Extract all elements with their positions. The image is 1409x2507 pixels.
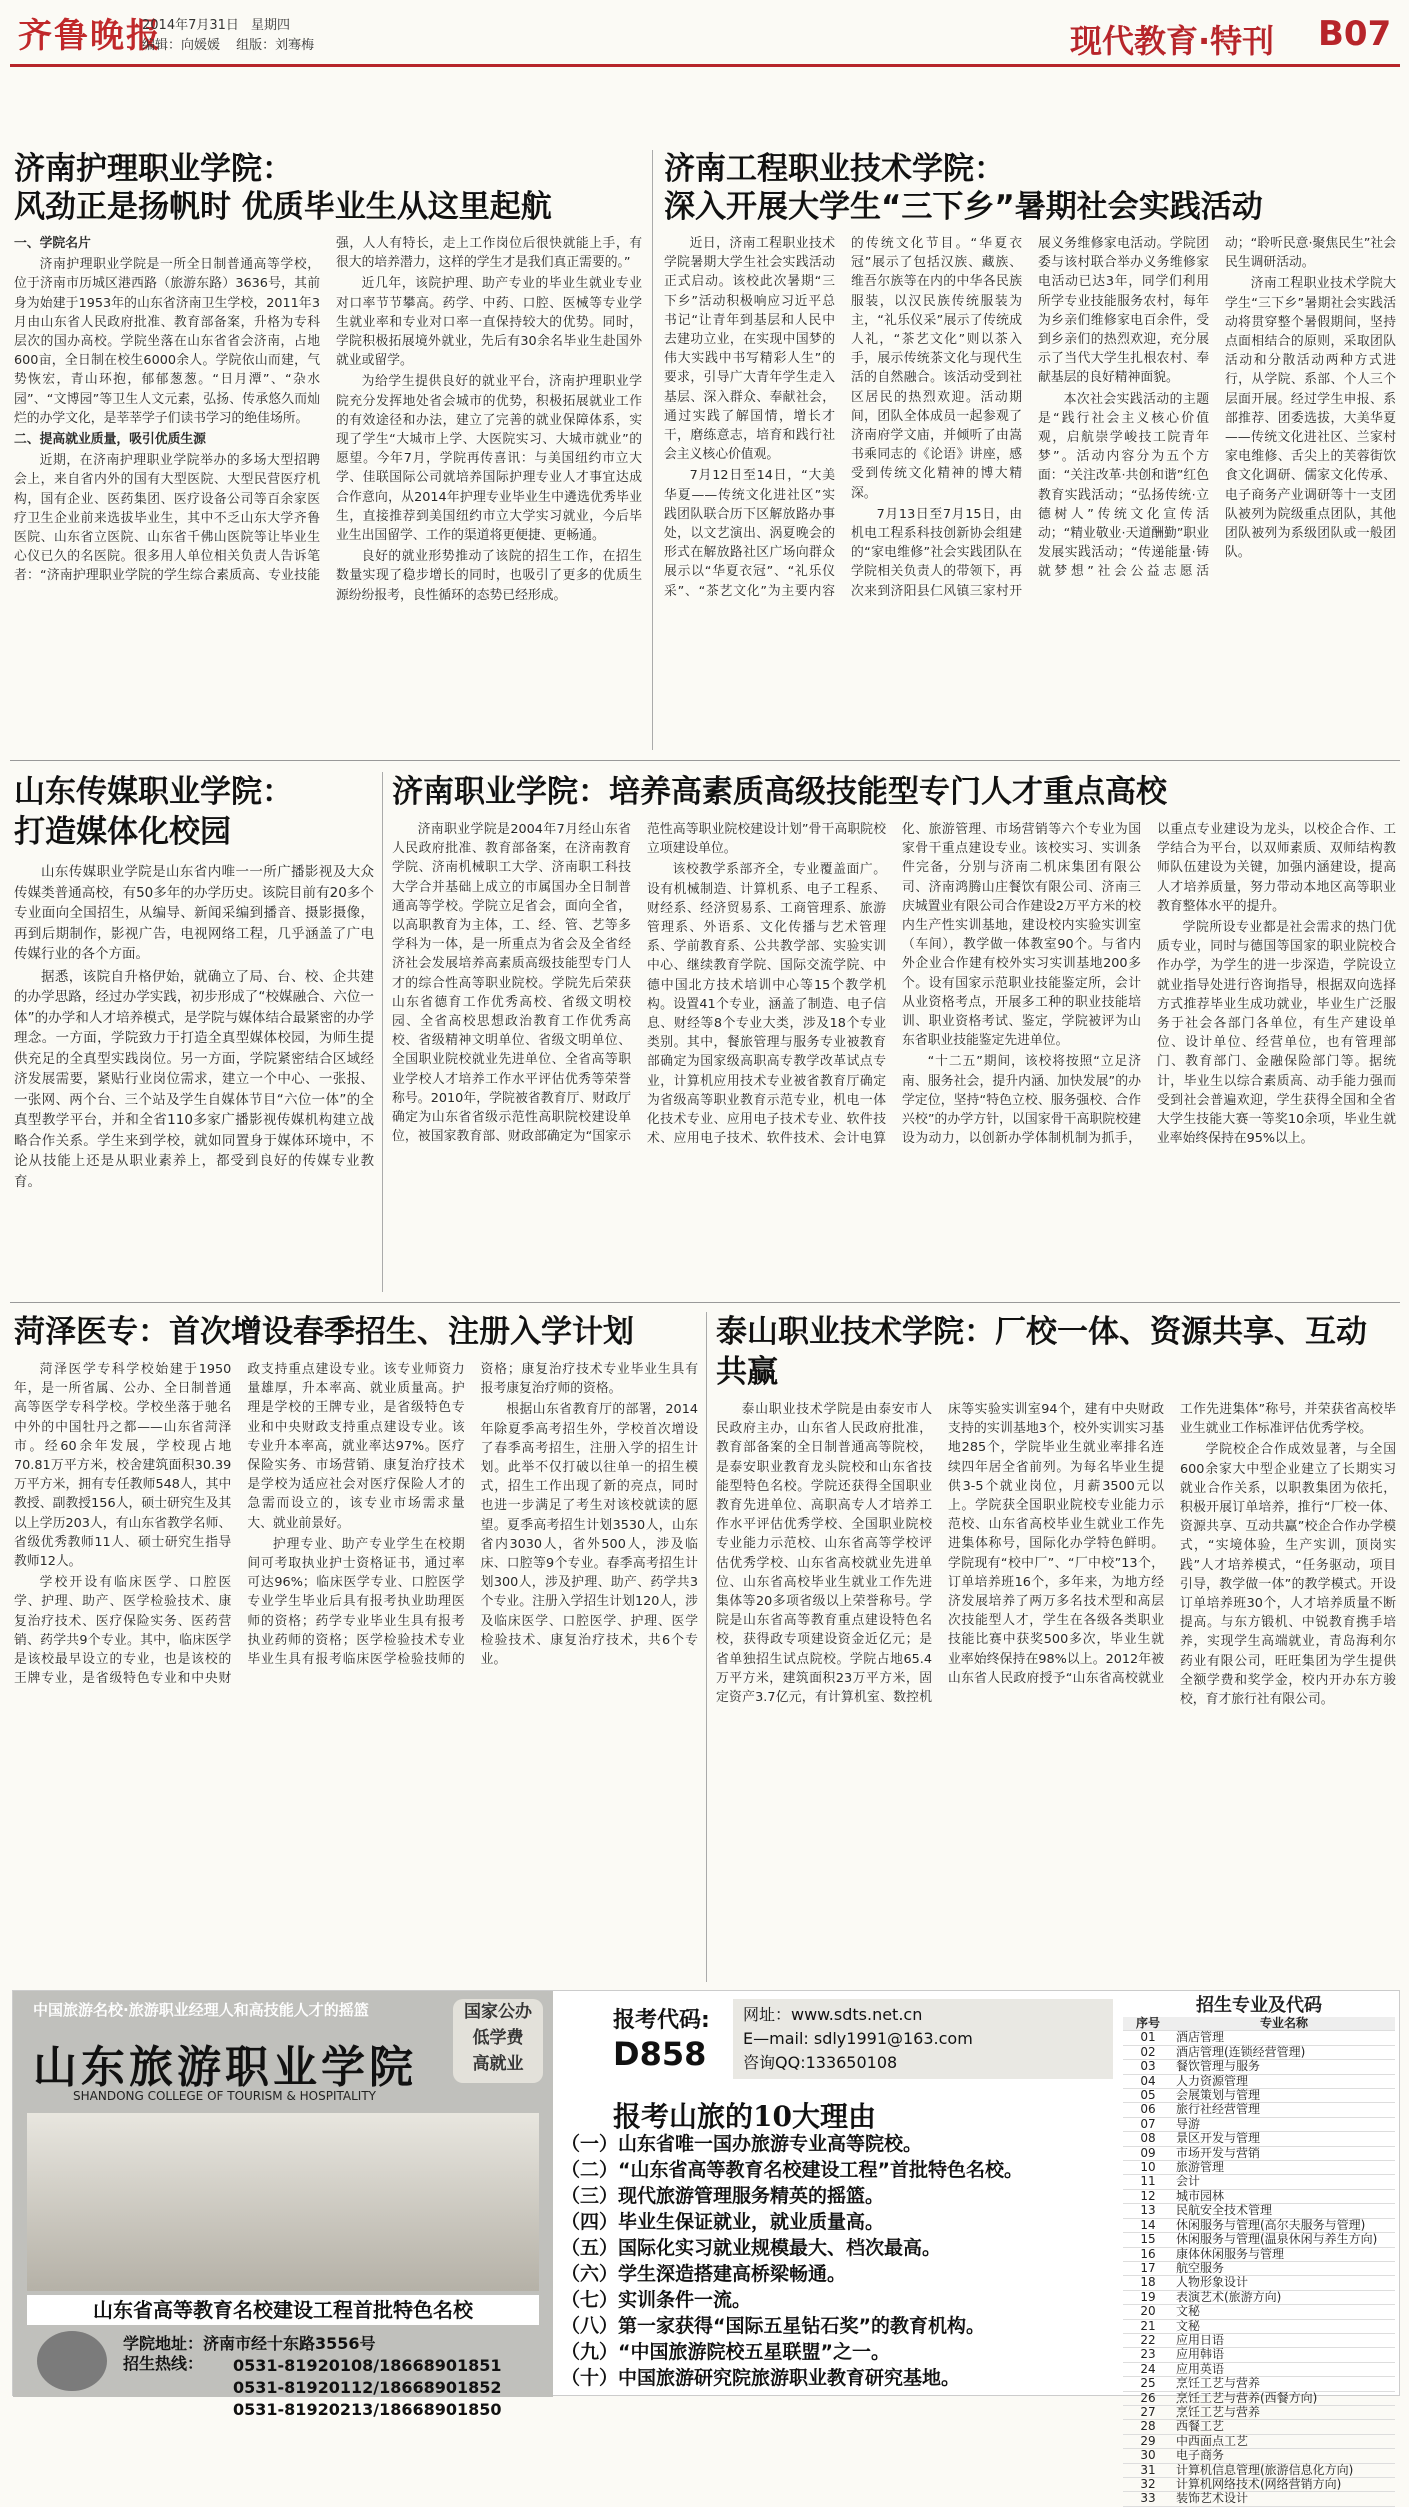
major-code: 01 <box>1123 2031 1173 2045</box>
table-row <box>1123 2405 1395 2419</box>
major-code: 11 <box>1123 2175 1173 2189</box>
major-name: 旅游管理 <box>1173 2161 1395 2175</box>
major-code: 23 <box>1123 2348 1173 2362</box>
article-heze-medical <box>14 1312 698 1982</box>
table-row <box>1123 2290 1395 2304</box>
major-name: 酒店管理 <box>1173 2031 1395 2045</box>
table-row <box>1123 2132 1395 2146</box>
major-name: 电子商务 <box>1173 2449 1395 2463</box>
table-row <box>1123 2074 1395 2088</box>
major-code: 04 <box>1123 2074 1173 2088</box>
paragraph: 根据山东省教育厅的部署，2014年除夏季高考招生外，学校首次增设了春季高考招生，注册入学的招生计划。此举不仅打破以往单一的招生模式，招生工作出现了新的亮点，同时也进一步满足了考生对该校就读的愿望。夏季高考招生计划3530人，山东省内3030人，省外500人，涉及临床、口腔等9个专业。春季高考招生计划300人，涉及护理、助产、药学共3个专业。注册入学招生计划120人，涉及临床医学、口腔医学、护理、医学检验技术、康复治疗技术，共6个专业。 <box>480 1402 698 1668</box>
major-code: 26 <box>1123 2391 1173 2405</box>
article-title: 菏泽医专：首次增设春季招生、注册入学计划 <box>14 1314 634 1350</box>
major-name: 休闲服务与管理(高尔夫服务与管理) <box>1173 2218 1395 2232</box>
table-row <box>1123 2233 1395 2247</box>
paragraph: 二、提高就业质量，吸引优质生源 <box>14 432 206 448</box>
major-code: 07 <box>1123 2117 1173 2131</box>
major-name: 文秘 <box>1173 2305 1395 2319</box>
table-row <box>1123 2377 1395 2391</box>
article-body <box>392 820 1396 1282</box>
major-name: 西餐工艺 <box>1173 2420 1395 2434</box>
paragraph: “十二五”期间，该校将按照“立足济南、服务社会，提升内涵、加快发展”的办学定位，坚持“特色立校、服务强校、合作兴校”的办学方针，以国家骨干高职院校建设为动力，以创新办学体制机制为抓手，以重点专业建设为龙头，以校企合作、工学结合为平台，以双师素质、双师结构教师队伍建设为关键，加强内涵建设，提高人才培养质量，努力带动本地区高等职业教育整体水平的提升。 <box>902 822 1396 1147</box>
major-name: 城市园林 <box>1173 2189 1395 2203</box>
table-row <box>1123 2175 1395 2189</box>
article-body <box>14 862 374 1282</box>
article-jinan-engineering <box>664 150 1396 750</box>
table-row <box>1123 2247 1395 2261</box>
major-code: 33 <box>1123 2492 1173 2506</box>
major-name: 酒店管理(连锁经营管理) <box>1173 2045 1395 2059</box>
paragraph: 泰山职业技术学院是由泰安市人民政府主办，山东省人民政府批准，教育部备案的全日制普通高等院校，是泰安职业教育龙头院校和山东省技能型特色名校。学院还获得全国职业教育先进单位、高职高专人才培养工作水平评估优秀学校、全国职业院校专业能力示范校、山东省高等学校评估优秀学校、山东省高校就业先进单位、山东省高校毕业生就业工作先进集体等20多项省级以上荣誉称号。学院是山东省高等教育重点建设特色名校，获得政专项建设资金近亿元；是省单独招生试点院校。学院占地65.4万平方米，建筑面积23万平方米，固定资产3.7亿元，有计算机室、数控机床等实验实训室94个，建有中央财政支持的实训基地3个，校外实训实习基地285个，学院毕业生就业率排名连续四年居全省前列。为每名毕业生提供3-5个就业岗位，月薪3500元以上。学院获全国职业院校专业能力示范校、山东省高校毕业生就业工作先进集体称号，国际化办学特色鲜明。学院现有“校中厂”、“厂中校”13个，订单培养班16个，多年来，为地方经济发展培养了两万多名技术型和高层次技能型人才，学生在各级各类职业技能比赛中获奖500多次，毕业生就业率始终保持在98%以上。2012年被山东省人民政府授予“山东省高校就业工作先进集体”称号，并荣获省高校毕业生就业工作标准评估优秀学校。 <box>716 1402 1396 1706</box>
major-name: 计算机网络技术(网络营销方向) <box>1173 2478 1395 2492</box>
ad-school-name-en: SHANDONG COLLEGE OF TOURISM & HOSPITALITY <box>73 2089 376 2103</box>
major-code: 13 <box>1123 2204 1173 2218</box>
ad-photo-placeholder <box>27 2113 539 2291</box>
major-name: 文秘 <box>1173 2319 1395 2333</box>
ad-hotline-label: 招生热线： <box>123 2354 204 2373</box>
major-code: 25 <box>1123 2377 1173 2391</box>
hotline-1: 0531-81920108/18668901851 <box>233 2356 502 2375</box>
table-row <box>1123 2146 1395 2160</box>
reason-item: （八）第一家获得“国际五星钻石奖”的教育机构。 <box>561 2315 985 2337</box>
issue-date <box>142 14 290 33</box>
major-code: 30 <box>1123 2449 1173 2463</box>
ad-majors <box>1123 1995 1395 2506</box>
major-code: 21 <box>1123 2319 1173 2333</box>
ad-address: 学院地址：济南市经十东路3556号 <box>123 2334 376 2353</box>
major-code: 14 <box>1123 2218 1173 2232</box>
article-title-line2: 风劲正是扬帆时 优质毕业生从这里起航 <box>14 189 552 225</box>
paragraph: 济南职业学院是2004年7月经山东省人民政府批准、教育部备案，在济南教育学院、济南机械职工大学、济南职工科技大学合并基础上成立的市属国办全日制普通高等学校。学院立足省会，面向全省，以高职教育为主体，工、经、管、艺等多学科为一体，是一所重点为省会及全省经济社会发展培养高素质高级技能型专门人才的综合性高等职业院校。学院先后荣获山东省德育工作优秀高校、省级文明校园、全省高校思想政治教育工作优秀高校、省级精神文明单位、省级文明单位、全国职业院校就业先进单位、全省高等职业学校人才培养工作水平评估优秀等荣誉称号。2010年，学院被省教育厅、财政厅确定为山东省省级示范性高职院校建设单位，被国家教育部、财政部确定为“国家示范性高等职业院校建设计划”骨干高职院校立项建设单位。 <box>392 822 886 1145</box>
hotline-2: 0531-81920112/18668901852 <box>233 2378 502 2397</box>
major-code: 08 <box>1123 2132 1173 2146</box>
major-code: 10 <box>1123 2161 1173 2175</box>
major-name: 中西面点工艺 <box>1173 2434 1395 2448</box>
major-code: 02 <box>1123 2045 1173 2059</box>
table-row <box>1123 2478 1395 2492</box>
editor-text: 编辑：向媛媛 <box>142 38 221 53</box>
table-row <box>1123 2060 1395 2074</box>
layout-text: 组版：刘骞梅 <box>236 38 315 53</box>
article-body <box>14 1360 698 1970</box>
table-row <box>1123 2492 1395 2506</box>
date-text: 2014年7月31日 <box>142 18 239 33</box>
paragraph: 7月12日至14日，“大美华夏——传统文化进社区”实践团队联合历下区解放路办事处，以文艺演出、涡夏晚会的形式在解放路社区广场向群众展示以“华夏衣冠”、“礼乐仪采”、“茶艺文化”为主要内容的传统文化节目。“华夏衣冠”展示了包括汉族、藏族、维吾尔族等在内的中华各民族服装，以汉民族传统服装为主，“礼乐仪采”展示了传统成人礼，“茶艺文化”则以茶入手，展示传统茶文化与现代生活的自然融合。该活动受到社区居民的热烈欢迎。活动期间，团队全体成员一起参观了济南府学文庙，并倾听了由嵩书乘同志的《论语》讲座，感受到传统文化精神的博大精深。 <box>664 236 1022 599</box>
paragraph: 近期，在济南护理职业学院举办的多场大型招聘会上，来自省内外的国有大型医院、大型民营医疗机构，国有企业、医药集团、医疗设备公司等百余家医疗卫生企业前来选拔毕业生，其中不乏山东大学齐鲁医院、山东省立医院、山东省千佛山医院等让毕业生心仪已久的名医院。很多用人单位相关负责人告诉笔者：“济南护理职业学院的学生综合素质高、专业技能强，人人有特长，走上工作岗位后很快就能上手，有很大的培养潜力，这样的学生才是我们真正需要的。” <box>14 236 642 584</box>
major-name: 装饰艺术设计 <box>1173 2492 1395 2506</box>
major-name: 烹饪工艺与营养 <box>1173 2377 1395 2391</box>
table-row <box>1123 2161 1395 2175</box>
weekday-text: 星期四 <box>251 18 291 33</box>
paragraph: 济南工程职业技术学院大学生“三下乡”暑期社会实践活动将贯穿整个暑假期间，坚持点面相结合的原则，采取团队活动和分散活动两种方式进行，从学院、系部、个人三个层面开展。经过学生申报、系部推荐、团委选拔，大美华夏——传统文化进社区、兰家村家电维修、舌尖上的芙蓉街饮食文化调研、儒家文化传承、电子商务产业调研等十一支团队被列为院级重点团队，其他团队被列为系级团队或一般团队。 <box>1225 276 1396 561</box>
ad-top-banner: 中国旅游名校·旅游职业经理人和高技能人才的摇篮 <box>33 2001 369 2019</box>
table-row <box>1123 2276 1395 2290</box>
newspaper-logo: 齐鲁晚报 <box>18 16 162 56</box>
table-row <box>1123 2189 1395 2203</box>
column-divider <box>382 772 383 1292</box>
reason-item: （十）中国旅游研究院旅游职业教育研究基地。 <box>561 2367 961 2389</box>
paragraph: 护理专业、助产专业学生在校期间可考取执业护士资格证书，通过率可达96%；临床医学专业、口腔医学专业学生毕业后具有报考执业助理医师的资格；药学专业毕业生具有报考执业药师的资格；医学检验技术专业毕业生具有报考临床医学检验技师的资格；康复治疗技术专业毕业生具有报考康复治疗师的资格。 <box>247 1362 698 1668</box>
table-row <box>1123 2420 1395 2434</box>
paragraph: 学院校企合作成效显著，与全国600余家大中型企业建立了长期实习就业合作关系，以职教集团为依托，积极开展订单培养，推行“厂校一体、资源共享、互动共赢”校企合作办学模式，“实境体验，生产实训，顶岗实践”人才培养模式，“任务驱动，项目引导，教学做一体”的教学模式。开设订单培养班30个，人才培养质量不断提高。与东方锻机、中锐教育携手培养，实现学生高端就业，青岛海利尔药业有限公司，旺旺集团为学生提供全额学费和奖学金，校内开办东方骏校，育才旅行社有限公司。 <box>1180 1442 1396 1708</box>
majors-table <box>1123 2017 1395 2507</box>
badge-line3: 高就业 <box>472 2054 524 2074</box>
article-title-line1: 济南工程职业技术学院： <box>664 151 1005 187</box>
paragraph: 菏泽医学专科学校始建于1950年，是一所省属、公办、全日制普通高等医学专科学校。学校坐落于驰名中外的中国牡丹之都——山东省菏泽市。经60余年发展，学校现占地70.81万平方米，校舍建筑面积30.39万平方米，拥有专任教师548人，其中教授、副教授156人，硕士研究生及其以上学历203人，有山东省教学名师、省级优秀教师11人、硕士研究生指导教师12人。 <box>14 1362 232 1570</box>
major-code: 32 <box>1123 2478 1173 2492</box>
major-code: 06 <box>1123 2103 1173 2117</box>
reason-item: （六）学生深造搭建高桥梁畅通。 <box>561 2263 847 2285</box>
paragraph: 据悉，该院自升格伊始，就确立了局、台、校、企共建的办学思路，经过办学实践，初步形成了“校媒融合、六位一体”的办学和人才培养模式，是学院与媒体结合最紧密的办学理念。一方面，学院致力于打造全真型媒体校园，为师生提供充足的全真型实践岗位。另一方面，学院紧密结合区域经济发展需要，紧贴行业岗位需求，建立一个中心、一张报、一张网、两个台、三个站及学生自媒体节目“六位一体”的全真型教学平台，并和全省110多家广播影视传媒机构建立战略合作关系。学生来到学校，就如同置身于媒体环境中，不论从技能上还是从职业素养上，都受到良好的传媒专业教育。 <box>14 968 374 1190</box>
ad-qq: 咨询QQ:133650108 <box>743 2053 898 2072</box>
table-row <box>1123 2103 1395 2117</box>
table-header-row <box>1123 2017 1395 2031</box>
major-name: 烹饪工艺与营养(西餐方向) <box>1173 2391 1395 2405</box>
article-title: 泰山职业技术学院：厂校一体、资源共享、互动共赢 <box>716 1314 1367 1390</box>
table-row <box>1123 2261 1395 2275</box>
paragraph: 本次社会实践活动的主题是“践行社会主义核心价值观，启航崇学峻技工院青年梦”。活动内容分为五个方面：“关注改革·共创和谐”红色教育实践活动；“弘扬传统·立德树人”传统文化宣传活动；“精业敬业·天道酬勤”职业发展实践活动；“传递能量·铸就梦想”社会公益志愿活动；“聆听民意·聚焦民生”社会民生调研活动。 <box>1038 236 1396 580</box>
major-code: 16 <box>1123 2247 1173 2261</box>
ad-code-label: 报考代码: <box>613 2008 710 2033</box>
paragraph: 为给学生提供良好的就业平台，济南护理职业学院充分发挥地处省会城市的优势，积极拓展就业工作的有效途径和办法，建立了完善的就业保障体系，实现了学生“大城市上学、大医院实习、大城市就业”的愿望。今年7月，学院再传喜讯：与美国纽约市立大学、佳联国际公司就培养国际护理专业人才事宜达成合作意向，从2014年护理专业毕业生中遴选优秀毕业生，直接推荐到美国纽约市立大学实习就业，今后毕业生出国留学、工作的渠道将更便捷、更畅通。 <box>336 374 642 544</box>
reason-item: （五）国际化实习就业规模最大、档次最高。 <box>561 2237 942 2259</box>
reason-item: （一）山东省唯一国办旅游专业高等院校。 <box>561 2133 923 2155</box>
ad-badge <box>453 1999 543 2083</box>
reason-item: （二）“山东省高等教育名校建设工程”首批特色名校。 <box>561 2159 1023 2181</box>
major-code: 29 <box>1123 2434 1173 2448</box>
reason-item: （九）“中国旅游院校五星联盟”之一。 <box>561 2341 890 2363</box>
paragraph: 一、学院名片 <box>14 236 91 251</box>
page-number: B07 <box>1318 14 1392 54</box>
major-name: 计算机信息管理(旅游信息化方向) <box>1173 2463 1395 2477</box>
major-code: 15 <box>1123 2233 1173 2247</box>
badge-line2: 低学费 <box>472 2028 524 2048</box>
paragraph: 7月13日至7月15日，由机电工程系科技创新协会组建的“家电维修”社会实践团队在学院相关负责人的带领下，再次来到济阳县仁风镇三家村开展义务维修家电活动。学院团委与该村联合举办义务维修家电活动已达3年，同学们利用所学专业技能服务农村，每年为乡亲们维修家电百余件，受到乡亲们的热烈欢迎，充分展示了当代大学生扎根农村、奉献基层的良好精神面貌。 <box>851 236 1209 599</box>
major-code: 20 <box>1123 2305 1173 2319</box>
major-code: 09 <box>1123 2146 1173 2160</box>
paragraph: 良好的就业形势推动了该院的招生工作，在招生数量实现了稳步增长的同时，也吸引了更多的优质生源纷纷报考，良性循环的态势已经形成。 <box>336 549 642 603</box>
major-code: 28 <box>1123 2420 1173 2434</box>
paragraph: 近日，济南工程职业技术学院暑期大学生社会实践活动正式启动。该校此次暑期“三下乡”活动积极响应习近平总书记“让青年到基层和人民中去建功立业，在实现中国梦的伟大实践中书写精彩人生”的要求，引导广大青年学生走入基层、深入群众、奉献社会，通过实践了解国情，增长才干，磨练意志，培育和践行社会主义核心价值观。 <box>664 236 835 463</box>
article-title: 济南职业学院：培养高素质高级技能型专门人才重点高校 <box>392 774 1167 810</box>
table-row <box>1123 2117 1395 2131</box>
major-code: 27 <box>1123 2405 1173 2419</box>
table-row <box>1123 2449 1395 2463</box>
reason-item: （七）实训条件一流。 <box>561 2289 752 2311</box>
major-code: 18 <box>1123 2276 1173 2290</box>
article-title-line2: 深入开展大学生“三下乡”暑期社会实践活动 <box>664 189 1263 225</box>
major-name: 休闲服务与管理(温泉休闲与养生方向) <box>1173 2233 1395 2247</box>
hotline-3: 0531-81920213/18668901850 <box>233 2400 502 2419</box>
article-taishan-vocational <box>716 1312 1396 1982</box>
article-shandong-media <box>14 772 374 1292</box>
article-jinan-nursing <box>14 150 642 750</box>
table-row <box>1123 2333 1395 2347</box>
table-header-cell: 专业名称 <box>1173 2017 1395 2031</box>
table-row <box>1123 2031 1395 2045</box>
paragraph: 该校教学系部齐全，专业覆盖面广。设有机械制造、计算机系、电子工程系、财经系、经济贸易系、工商管理系、旅游管理系、外语系、文化传播与艺术管理系、学前教育系、公共教学部、实验实训中心、继续教育学院、国际交流学院、中德中国北方技术培训中心等15个教学机构。设置41个专业，涵盖了制造、电子信息、财经等8个专业大类，涉及18个专业类别。其中，餐旅管理与服务专业被教育部确定为国家级高职高专教学改革试点专业，计算机应用技术专业被省教育厅确定为省级高等职业教育示范专业，机电一体化技术专业、应用电子技术专业、软件技术、应用电子技术、软件技术、会计电算化、旅游管理、市场营销等六个专业为国家骨干重点建设专业。该校实习、实训条件完备，分别与济南二机床集团有限公司、济南鸿腾山庄餐饮有限公司、济南三庆城置业有限公司合作建设2万平方米的校内生产性实训基地，建设校内实验实训室（车间），教学做一体教室90个。与省内外企业合作建有校外实习实训基地200多个。设有国家示范职业技能鉴定所，会计从业资格考点，开展多工种的职业技能培训、职业资格考试、鉴定，学院被评为山东省职业技能鉴定先进单位。 <box>647 822 1141 1147</box>
article-title-line1: 济南护理职业学院： <box>14 151 293 187</box>
ad-hotlines <box>233 2321 502 2421</box>
major-name: 表演艺术(旅游方向) <box>1173 2290 1395 2304</box>
section-title: 现代教育·特刊 <box>1070 22 1275 60</box>
column-divider <box>706 1312 707 1982</box>
ad-school-name: 山东旅游职业学院 <box>33 2042 417 2093</box>
major-code: 22 <box>1123 2333 1173 2347</box>
major-name: 景区开发与管理 <box>1173 2132 1395 2146</box>
ad-reasons-list <box>561 2131 1121 2391</box>
major-name: 导游 <box>1173 2117 1395 2131</box>
major-name: 市场开发与营销 <box>1173 2146 1395 2160</box>
paragraph: 近几年，该院护理、助产专业的毕业生就业专业对口率节节攀高。药学、中药、口腔、医械等专业学生就业率和专业对口率一直保持较大的优势。同时，学院积极拓展境外就业，先后有30余名毕业生赴国外就业或留学。 <box>336 276 642 369</box>
table-row <box>1123 2463 1395 2477</box>
article-title-line2: 打造媒体化校园 <box>14 814 231 850</box>
table-row <box>1123 2204 1395 2218</box>
ad-email: E—mail: sdly1991@163.com <box>743 2029 973 2048</box>
major-code: 03 <box>1123 2060 1173 2074</box>
majors-title: 招生专业及代码 <box>1196 1995 1322 2016</box>
reason-item: （三）现代旅游管理服务精英的摇篮。 <box>561 2185 885 2207</box>
table-row <box>1123 2434 1395 2448</box>
table-row <box>1123 2218 1395 2232</box>
major-name: 烹饪工艺与营养 <box>1173 2405 1395 2419</box>
ad-caption: 山东省高等教育名校建设工程首批特色名校 <box>27 2295 539 2325</box>
major-name: 旅行社经营管理 <box>1173 2103 1395 2117</box>
editor-credits <box>142 34 314 53</box>
article-body <box>14 234 642 744</box>
table-row <box>1123 2391 1395 2405</box>
major-code: 31 <box>1123 2463 1173 2477</box>
paragraph: 学校开设有临床医学、口腔医学、护理、助产、医学检验技术、康复治疗技术、医疗保险实务、医药营销、药学共9个专业。其中，临床医学是该校最早设立的专业，也是该校的王牌专业，是省级特色专业和中央财政支持重点建设专业。该专业师资力量雄厚，升本率高、就业质量高。护理是学校的王牌专业，是省级特色专业和中央财政支持重点建设专业。该专业升本率高，就业率达97%。医疗保险实务、市场营销、康复治疗技术是学校为适应社会对医疗保险人才的急需而设立的，该专业市场需求量大、就业前景好。 <box>14 1362 465 1687</box>
section-divider <box>10 760 1400 761</box>
article-body <box>664 234 1396 744</box>
article-jinan-vocational <box>392 772 1396 1292</box>
table-row <box>1123 2348 1395 2362</box>
major-name: 民航安全技术管理 <box>1173 2204 1395 2218</box>
major-code: 12 <box>1123 2189 1173 2203</box>
table-row <box>1123 2319 1395 2333</box>
column-divider <box>652 150 653 750</box>
reason-item: （四）毕业生保证就业，就业质量高。 <box>561 2211 885 2233</box>
major-name: 人物形象设计 <box>1173 2276 1395 2290</box>
major-name: 康体休闲服务与管理 <box>1173 2247 1395 2261</box>
major-code: 05 <box>1123 2089 1173 2103</box>
table-row <box>1123 2305 1395 2319</box>
badge-line1: 国家公办 <box>464 2002 532 2022</box>
table-row <box>1123 2362 1395 2376</box>
major-code: 17 <box>1123 2261 1173 2275</box>
ad-website: 网址：www.sdts.net.cn <box>743 2005 923 2024</box>
major-name: 应用英语 <box>1173 2362 1395 2376</box>
major-name: 航空服务 <box>1173 2261 1395 2275</box>
major-name: 应用韩语 <box>1173 2348 1395 2362</box>
major-name: 应用日语 <box>1173 2333 1395 2347</box>
major-name: 餐饮管理与服务 <box>1173 2060 1395 2074</box>
major-name: 会计 <box>1173 2175 1395 2189</box>
major-code: 19 <box>1123 2290 1173 2304</box>
paragraph: 山东传媒职业学院是山东省内唯一一所广播影视及大众传媒类普通高校，有50多年的办学历史。该院目前有20多个专业面向全国招生，从编导、新闻采编到播音、摄影摄像，再到后期制作，影视广告，电视网络工程，几乎涵盖了广电传媒行业的各个方面。 <box>14 864 374 962</box>
masthead-rule <box>10 64 1400 67</box>
advertisement-tourism-college <box>12 1990 1400 2506</box>
table-row <box>1123 2089 1395 2103</box>
logo-emblem-icon <box>37 2331 107 2391</box>
major-name: 人力资源管理 <box>1173 2074 1395 2088</box>
section-divider <box>10 1302 1400 1303</box>
article-body <box>716 1400 1396 2010</box>
major-name: 会展策划与管理 <box>1173 2089 1395 2103</box>
paragraph: 济南护理职业学院是一所全日制普通高等学校，位于济南市历城区港西路（旅游东路）3636号，其前身为始建于1953年的山东省济南卫生学校，2011年3月由山东省人民政府批准、教育部备案，升格为专科层次的国办高校。学院坐落在山东省省会济南，占地600亩，全日制在校生6000余人。学院依山而建，气势恢宏，青山环抱，郁郁葱葱。“日月潭”、“杂水园”、“文博园”等卫生人文元素，弘扬、传承悠久而灿烂的办学文化，是莘莘学子们读书学习的绝佳场所。 <box>14 257 320 426</box>
ad-contacts <box>733 1999 1113 2079</box>
ad-code: D858 <box>613 2035 707 2073</box>
paragraph: 学院所设专业都是社会需求的热门优质专业，同时与德国等国家的职业院校合作办学，为学生的进一步深造，学院设立就业指导处进行咨询指导，根据双向选择方式推荐毕业生成功就业，毕业生广泛服务于社会各部门各单位，有生产建设单位、设计单位、经营单位，也有管理部门、教育部门、金融保险部门等。据统计，毕业生以综合素质高、动手能力强而受到社会普遍欢迎，学生获得全国和全省大学生技能大赛一等奖10余项，毕业生就业率始终保持在95%以上。 <box>1157 920 1396 1147</box>
table-row <box>1123 2045 1395 2059</box>
table-header-cell: 序号 <box>1123 2017 1173 2031</box>
ad-reasons-title: 报考山旅的10大理由 <box>613 2100 876 2133</box>
major-code: 24 <box>1123 2362 1173 2376</box>
article-title-line1: 山东传媒职业学院： <box>14 774 293 810</box>
